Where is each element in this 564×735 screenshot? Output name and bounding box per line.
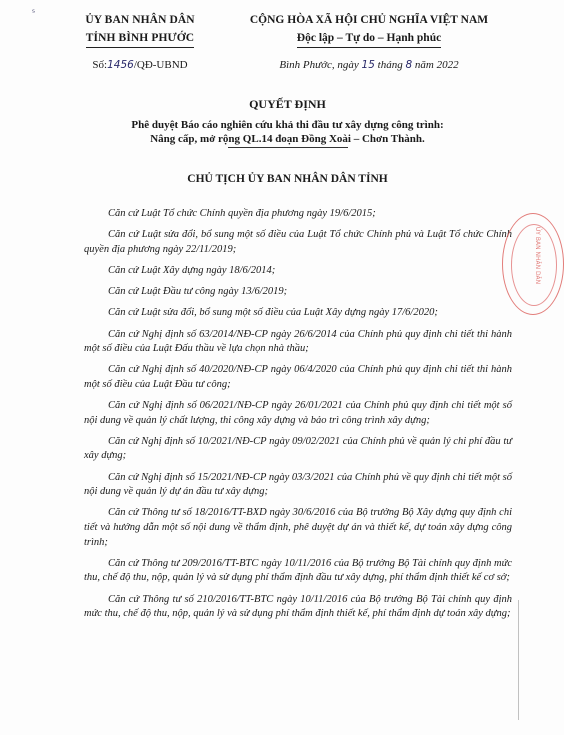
document-type: QUYẾT ĐỊNH [249,97,326,111]
subject-line-1: Phê duyệt Báo cáo nghiên cứu khả thi đầu tư xây dựng công trình: [131,119,444,131]
document-number-suffix: /QĐ-UBND [133,59,188,71]
ground-item: Căn cứ Nghị định số 06/2021/NĐ-CP ngày 26/01/2021 của Chính phủ quy định chi tiết một số nội dung về quản lý chất lượng, thi công xây dựng và bảo trì công trình xây dựng; [84,400,512,426]
ground-item: Căn cứ Thông tư số 18/2016/TT-BXD ngày 30/6/2016 của Bộ trưởng Bộ Xây dựng quy định chi tiết và hướng dẫn một số nội dung về thẩm định, phê duyệt dự án và thiết kế, dự toán xây dựng công trình; [84,507,512,548]
seal-text: ỦY BAN NHÂN DÂN [534,226,542,285]
date-day-handwritten: 15 [361,59,375,71]
ground-item: Căn cứ Nghị định số 15/2021/NĐ-CP ngày 03/3/2021 của Chính phủ về quy định chi tiết một số nội dung về quản lý dự án đầu tư xây dựng; [84,471,512,498]
agency-line-2: TỈNH BÌNH PHƯỚC [86,31,194,48]
handwritten-tick-mark: ˢ [31,7,37,20]
issue-date [228,58,510,72]
issuing-agency-header [60,13,220,72]
date-month-handwritten: 8 [405,59,413,71]
ground-item: Căn cứ Luật sửa đổi, bổ sung một số điều của Luật Tổ chức Chính phủ và Luật Tổ chức Chính quyền địa phương ngày 22/11/2019; [84,229,512,255]
legal-grounds [84,207,512,628]
document-number-prefix: Số: [92,59,108,71]
title-divider [228,147,348,148]
ground-item: Căn cứ Luật Đầu tư công ngày 13/6/2019; [108,286,288,298]
national-header [228,13,510,72]
ground-item: Căn cứ Luật sửa đổi, bổ sung một số điều của Luật Xây dựng ngày 17/6/2020; [108,307,438,319]
ground-item: Căn cứ Thông tư 209/2016/TT-BTC ngày 10/11/2016 của Bộ trưởng Bộ Tài chính quy định mức thu, chế độ thu, nộp, quản lý và sử dụng phí thẩm định đầu tư xây dựng, phí thẩm định thiết kế cơ sở; [84,557,512,584]
date-part-2: tháng [377,59,403,71]
date-part-3: năm 2022 [414,59,459,71]
document-number [60,58,220,72]
ground-item: Căn cứ Nghị định số 40/2020/NĐ-CP ngày 06/4/2020 của Chính phủ quy định chi tiết thi hành một số điều của Luật Đầu tư công; [84,364,512,390]
agency-line-1: ỦY BAN NHÂN DÂN [85,14,195,26]
authority-heading: CHỦ TỊCH ỦY BAN NHÂN DÂN TỈNH [187,173,388,185]
ground-item: Căn cứ Nghị định số 10/2021/NĐ-CP ngày 09/02/2021 của Chính phủ về quản lý chi phí đầu tư xây dựng; [84,435,512,462]
country-name: CỘNG HÒA XÃ HỘI CHỦ NGHĨA VIỆT NAM [249,14,489,26]
document-number-handwritten: 1456 [107,59,134,71]
scan-edge-line [518,600,519,720]
date-part-1: Bình Phước, ngày [279,59,359,71]
ground-item: Căn cứ Luật Xây dựng ngày 18/6/2014; [108,264,276,276]
national-motto: Độc lập – Tự do – Hạnh phúc [297,31,441,48]
subject-line-2: Nâng cấp, mở rộng QL.14 đoạn Đồng Xoài – Chơn Thành. [150,133,425,145]
official-seal-stamp [502,213,564,315]
ground-item: Căn cứ Thông tư số 210/2016/TT-BTC ngày 10/11/2016 của Bộ trưởng Bộ Tài chính quy định mức thu, chế độ thu, nộp, quản lý và sử dụng phí thẩm định thiết kế, phí thẩm định dự toán xây dựng; [84,593,512,620]
document-title-block [60,96,515,148]
ground-item: Căn cứ Luật Tổ chức Chính quyền địa phương ngày 19/6/2015; [108,208,376,219]
ground-item: Căn cứ Nghị định số 63/2014/NĐ-CP ngày 26/6/2014 của Chính phủ quy định chi tiết thi hành một số điều của Luật Đấu thầu về lựa chọn nhà thầu; [84,328,512,355]
